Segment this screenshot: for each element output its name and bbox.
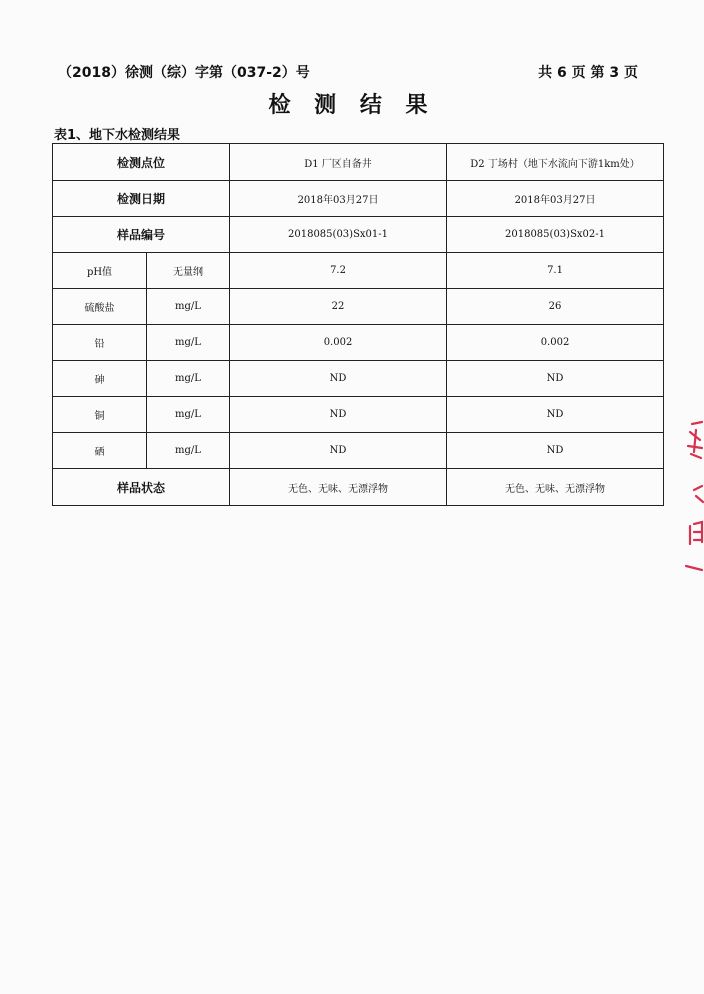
param-unit: mg/L: [147, 289, 230, 325]
table-caption: 表1、地下水检测结果: [54, 128, 181, 143]
table-row: [53, 361, 664, 397]
param-name: 砷: [53, 361, 147, 397]
d2-date: 2018年03月27日: [447, 181, 664, 217]
table-row: [53, 325, 664, 361]
d1-value: 0.002: [230, 325, 447, 361]
d2-value: 26: [447, 289, 664, 325]
page-title: 检 测 结 果: [268, 93, 436, 118]
d1-value: ND: [230, 433, 447, 469]
d2-value: 0.002: [447, 325, 664, 361]
param-unit: mg/L: [147, 325, 230, 361]
d1-sample-id: 2018085(03)Sx01-1: [230, 217, 447, 253]
d1-value: ND: [230, 397, 447, 433]
param-unit: 无量纲: [147, 253, 230, 289]
d2-location: D2 丁场村（地下水流向下游1km处）: [447, 144, 664, 181]
d1-date: 2018年03月27日: [230, 181, 447, 217]
param-name: 铅: [53, 325, 147, 361]
table-row: [53, 289, 664, 325]
param-unit: mg/L: [147, 433, 230, 469]
d1-value: 7.2: [230, 253, 447, 289]
table-row: [53, 144, 664, 181]
d2-value: ND: [447, 397, 664, 433]
seal-stamp-icon: [682, 418, 704, 578]
table-row: [53, 469, 664, 506]
page-count: 共 6 页 第 3 页: [538, 65, 638, 81]
table-row: [53, 217, 664, 253]
param-name: 硒: [53, 433, 147, 469]
report-number: （2018）徐测（综）字第（037-2）号: [58, 65, 310, 81]
d2-value: ND: [447, 361, 664, 397]
results-table: [52, 143, 664, 506]
d2-value: 7.1: [447, 253, 664, 289]
table-row: [53, 253, 664, 289]
table-row: [53, 433, 664, 469]
d2-sample-id: 2018085(03)Sx02-1: [447, 217, 664, 253]
d2-state: 无色、无味、无漂浮物: [447, 469, 664, 506]
row-label-date: 检测日期: [53, 181, 230, 217]
table-row: [53, 181, 664, 217]
row-label-location: 检测点位: [53, 144, 230, 181]
param-name: 铜: [53, 397, 147, 433]
param-unit: mg/L: [147, 397, 230, 433]
d1-location: D1 厂区自备井: [230, 144, 447, 181]
row-label-sample-id: 样品编号: [53, 217, 230, 253]
d2-value: ND: [447, 433, 664, 469]
table-row: [53, 397, 664, 433]
param-name: 硫酸盐: [53, 289, 147, 325]
param-name: pH值: [53, 253, 147, 289]
d1-state: 无色、无味、无漂浮物: [230, 469, 447, 506]
row-label-state: 样品状态: [53, 469, 230, 506]
d1-value: ND: [230, 361, 447, 397]
d1-value: 22: [230, 289, 447, 325]
param-unit: mg/L: [147, 361, 230, 397]
